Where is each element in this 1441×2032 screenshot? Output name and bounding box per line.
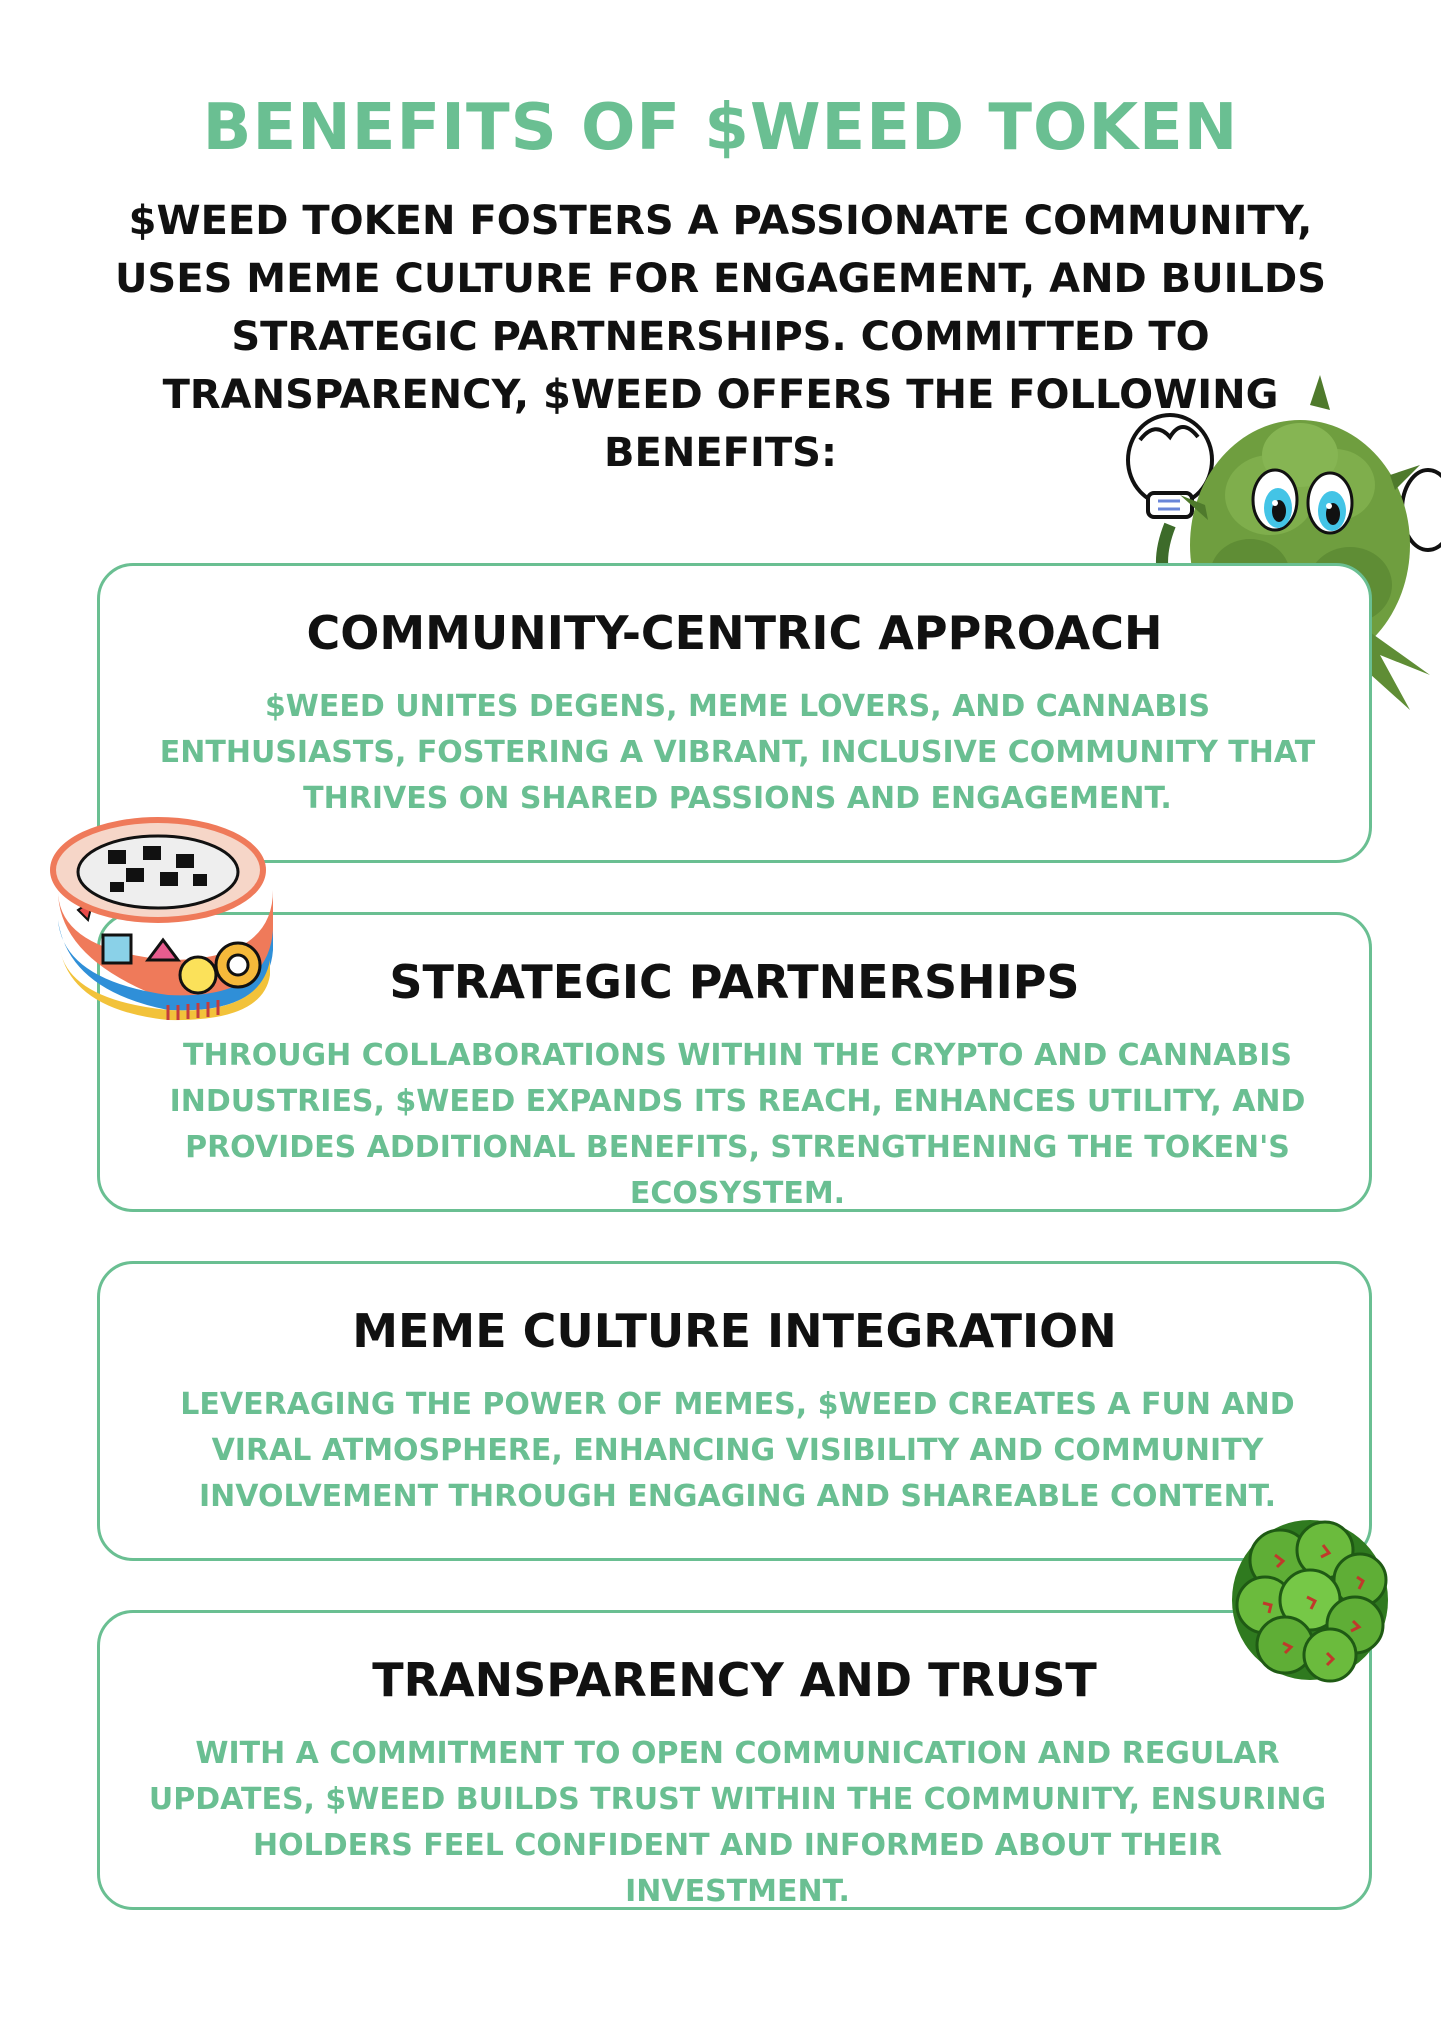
cannabis-bud-icon — [1225, 1505, 1395, 1690]
benefit-description: THROUGH COLLABORATIONS WITHIN THE CRYPTO AND CANNABIS INDUSTRIES, $WEED EXPANDS ITS REACH, ENHANCES UTILITY, AND PROVIDES ADDITIONAL BENEFITS, STRENGTHENING THE TOKEN'S ECOSYSTEM. — [169, 1038, 1306, 1211]
benefit-description: LEVERAGING THE POWER OF MEMES, $WEED CREATES A FUN AND VIRAL ATMOSPHERE, ENHANCING VISIBILITY AND COMMUNITY INVOLVEMENT THROUGH ENGAGING AND SHAREABLE CONTENT. — [180, 1387, 1295, 1514]
benefit-title: TRANSPARENCY AND TRUST — [372, 1653, 1097, 1707]
benefit-card-transparency — [97, 1610, 1372, 1910]
benefit-title: COMMUNITY-CENTRIC APPROACH — [306, 606, 1163, 660]
benefit-description: WITH A COMMITMENT TO OPEN COMMUNICATION AND REGULAR UPDATES, $WEED BUILDS TRUST WITHIN THE COMMUNITY, ENSURING HOLDERS FEEL CONFIDENT AND INFORMED ABOUT THEIR INVESTMENT. — [148, 1736, 1327, 1909]
benefit-description: $WEED UNITES DEGENS, MEME LOVERS, AND CANNABIS ENTHUSIASTS, FOSTERING A VIBRANT, INCLUSIVE COMMUNITY THAT THRIVES ON SHARED PASSIONS AND ENGAGEMENT. — [159, 689, 1316, 816]
benefit-title: STRATEGIC PARTNERSHIPS — [389, 955, 1080, 1009]
benefit-card-partnerships — [97, 912, 1372, 1212]
benefit-card-community — [97, 563, 1372, 863]
herb-grinder-icon — [48, 810, 280, 1025]
benefit-card-meme-culture — [97, 1261, 1372, 1561]
intro-paragraph: $WEED TOKEN FOSTERS A PASSIONATE COMMUNITY, USES MEME CULTURE FOR ENGAGEMENT, AND BUILDS STRATEGIC PARTNERSHIPS. COMMITTED TO TRANSPARENCY, $WEED OFFERS THE FOLLOWING BENEFITS: — [114, 198, 1327, 476]
benefit-title: MEME CULTURE INTEGRATION — [352, 1304, 1117, 1358]
page-title: BENEFITS OF $WEED TOKEN — [202, 91, 1239, 165]
